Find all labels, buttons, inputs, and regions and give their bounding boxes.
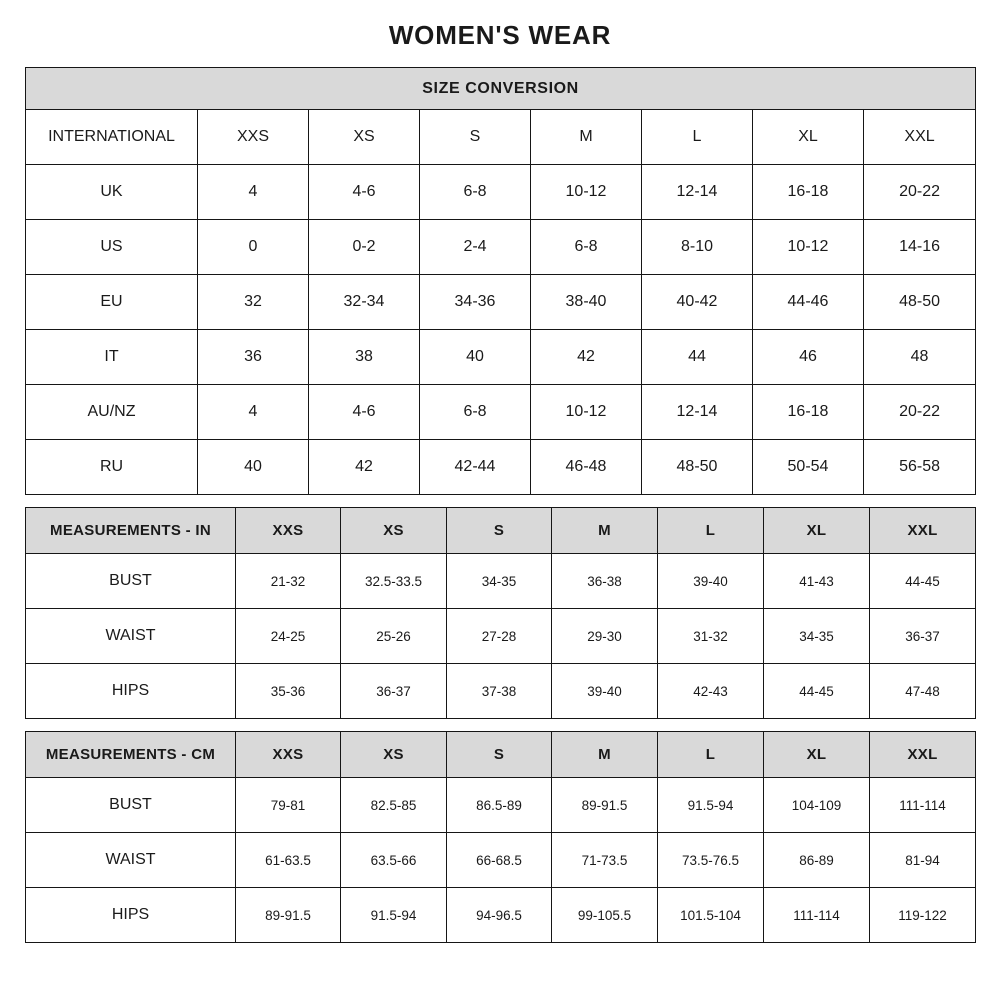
table-row [26,220,976,275]
cell-value: 10-12 [753,220,864,275]
cell-value: 2-4 [420,220,531,275]
table-row [26,778,976,833]
cell-value: 6-8 [531,220,642,275]
table-row [26,385,976,440]
cell-value: 34-35 [764,609,870,664]
table-row [26,330,976,385]
table-row [26,609,976,664]
size-column-header: M [552,508,658,554]
cell-value: 36-37 [870,609,976,664]
row-label: UK [26,165,198,220]
cell-value: 42 [309,440,420,495]
cell-value: 34-35 [447,554,552,609]
cell-value: 36-38 [552,554,658,609]
row-label: WAIST [26,833,236,888]
row-label-header: MEASUREMENTS - CM [26,732,236,778]
table-header-row [26,732,976,778]
cell-value: 50-54 [753,440,864,495]
cell-value: 31-32 [658,609,764,664]
cell-value: 4-6 [309,165,420,220]
cell-value: 119-122 [870,888,976,943]
size-column-header: L [658,508,764,554]
table-title-row [26,68,976,110]
cell-value: 4 [198,385,309,440]
size-conversion-table [25,67,976,495]
size-column-header: XXL [870,508,976,554]
cell-value: 91.5-94 [658,778,764,833]
row-label: IT [26,330,198,385]
cell-value: 10-12 [531,165,642,220]
row-label-header: MEASUREMENTS - IN [26,508,236,554]
cell-value: 66-68.5 [447,833,552,888]
cell-value: 44 [642,330,753,385]
size-column-header: XS [309,110,420,165]
cell-value: 0-2 [309,220,420,275]
cell-value: 0 [198,220,309,275]
cell-value: 63.5-66 [341,833,447,888]
cell-value: 40 [198,440,309,495]
cell-value: 61-63.5 [236,833,341,888]
cell-value: 27-28 [447,609,552,664]
row-label: HIPS [26,888,236,943]
size-conversion-title: SIZE CONVERSION [26,68,976,110]
cell-value: 111-114 [870,778,976,833]
cell-value: 81-94 [870,833,976,888]
size-column-header: XXS [198,110,309,165]
cell-value: 79-81 [236,778,341,833]
size-column-header: XL [753,110,864,165]
size-column-header: M [531,110,642,165]
cell-value: 46 [753,330,864,385]
cell-value: 99-105.5 [552,888,658,943]
cell-value: 86-89 [764,833,870,888]
cell-value: 38 [309,330,420,385]
cell-value: 44-45 [764,664,870,719]
size-column-header: XS [341,732,447,778]
cell-value: 25-26 [341,609,447,664]
row-label: HIPS [26,664,236,719]
cell-value: 39-40 [658,554,764,609]
cell-value: 111-114 [764,888,870,943]
cell-value: 42-44 [420,440,531,495]
cell-value: 91.5-94 [341,888,447,943]
cell-value: 4-6 [309,385,420,440]
measurements-in-table [25,507,976,719]
cell-value: 44-46 [753,275,864,330]
cell-value: 73.5-76.5 [658,833,764,888]
table-row [26,664,976,719]
cell-value: 36 [198,330,309,385]
table-row [26,554,976,609]
cell-value: 89-91.5 [552,778,658,833]
size-column-header: XS [341,508,447,554]
cell-value: 40 [420,330,531,385]
size-column-header: XL [764,508,870,554]
cell-value: 32.5-33.5 [341,554,447,609]
cell-value: 24-25 [236,609,341,664]
cell-value: 20-22 [864,385,976,440]
cell-value: 32 [198,275,309,330]
cell-value: 16-18 [753,165,864,220]
cell-value: 86.5-89 [447,778,552,833]
size-column-header: S [447,732,552,778]
size-column-header: XL [764,732,870,778]
cell-value: 46-48 [531,440,642,495]
table-row [26,833,976,888]
cell-value: 39-40 [552,664,658,719]
size-column-header: S [447,508,552,554]
size-column-header: L [642,110,753,165]
cell-value: 101.5-104 [658,888,764,943]
size-column-header: XXL [864,110,976,165]
size-column-header: S [420,110,531,165]
cell-value: 47-48 [870,664,976,719]
row-label: US [26,220,198,275]
row-label: EU [26,275,198,330]
size-column-header: XXS [236,508,341,554]
row-label: RU [26,440,198,495]
page-title: WOMEN'S WEAR [388,20,612,50]
cell-value: 12-14 [642,385,753,440]
cell-value: 40-42 [642,275,753,330]
cell-value: 16-18 [753,385,864,440]
table-row [26,888,976,943]
measurements-cm-table [25,731,976,943]
row-label: BUST [26,554,236,609]
cell-value: 12-14 [642,165,753,220]
cell-value: 4 [198,165,309,220]
row-label: WAIST [26,609,236,664]
size-column-header: XXL [870,732,976,778]
cell-value: 36-37 [341,664,447,719]
table-header-row [26,508,976,554]
cell-value: 56-58 [864,440,976,495]
cell-value: 32-34 [309,275,420,330]
cell-value: 14-16 [864,220,976,275]
cell-value: 48-50 [864,275,976,330]
cell-value: 104-109 [764,778,870,833]
row-label: AU/NZ [26,385,198,440]
row-label-header: INTERNATIONAL [26,110,198,165]
cell-value: 38-40 [531,275,642,330]
cell-value: 37-38 [447,664,552,719]
cell-value: 89-91.5 [236,888,341,943]
cell-value: 48-50 [642,440,753,495]
table-row [26,165,976,220]
table-header-row [26,110,976,165]
cell-value: 71-73.5 [552,833,658,888]
size-column-header: L [658,732,764,778]
cell-value: 42 [531,330,642,385]
cell-value: 44-45 [870,554,976,609]
cell-value: 20-22 [864,165,976,220]
cell-value: 6-8 [420,385,531,440]
cell-value: 29-30 [552,609,658,664]
cell-value: 48 [864,330,976,385]
cell-value: 10-12 [531,385,642,440]
cell-value: 34-36 [420,275,531,330]
table-row [26,275,976,330]
size-column-header: XXS [236,732,341,778]
cell-value: 94-96.5 [447,888,552,943]
cell-value: 35-36 [236,664,341,719]
cell-value: 6-8 [420,165,531,220]
size-column-header: M [552,732,658,778]
cell-value: 82.5-85 [341,778,447,833]
cell-value: 8-10 [642,220,753,275]
row-label: BUST [26,778,236,833]
cell-value: 42-43 [658,664,764,719]
cell-value: 21-32 [236,554,341,609]
table-row [26,440,976,495]
cell-value: 41-43 [764,554,870,609]
